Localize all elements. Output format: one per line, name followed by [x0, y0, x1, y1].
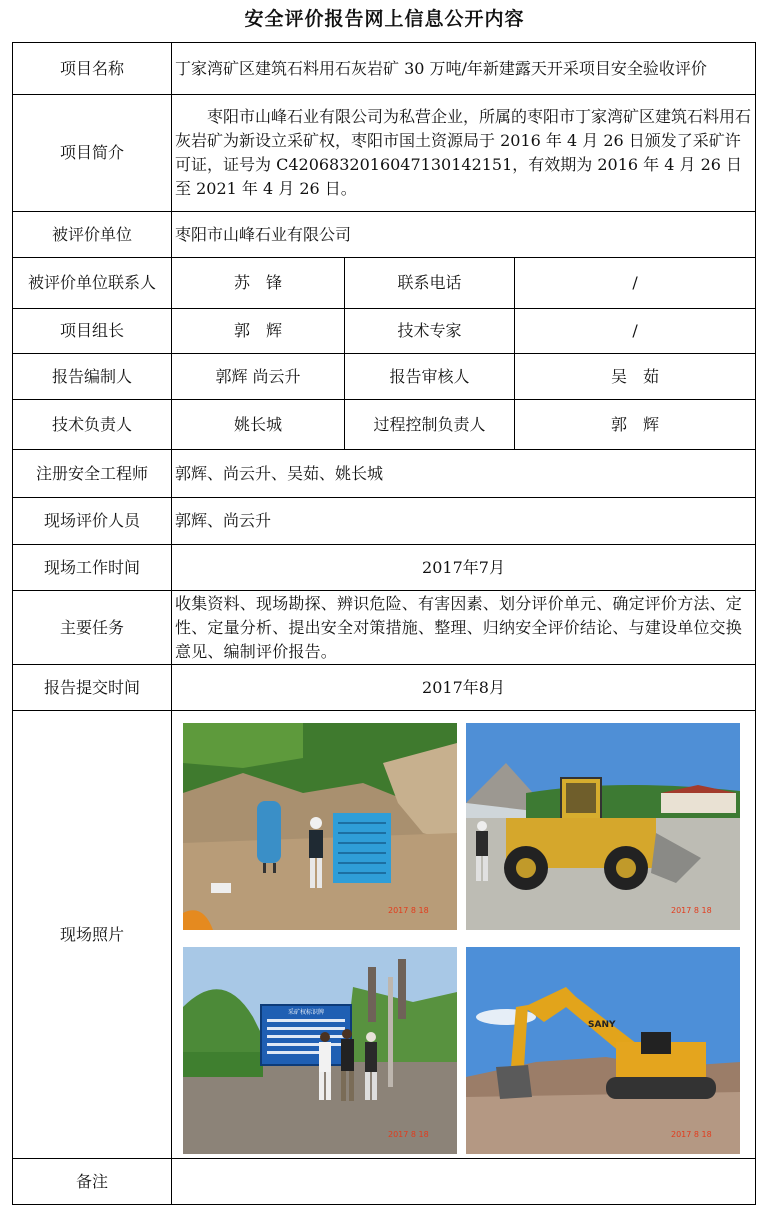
- process-control-value: 郭 辉: [515, 400, 756, 450]
- project-intro-label: 项目简介: [13, 95, 172, 212]
- row-photos: [13, 711, 756, 1159]
- photo3-timestamp: 2017 8 18: [388, 1129, 429, 1139]
- submit-time-value: 2017年8月: [172, 665, 756, 711]
- svg-text:SANY: SANY: [588, 1019, 616, 1030]
- row-onsite-time: [13, 545, 756, 591]
- row-submit-time: [13, 665, 756, 711]
- onsite-time-label: 现场工作时间: [13, 545, 172, 591]
- notes-value: [172, 1159, 756, 1205]
- row-project-intro: [13, 95, 756, 212]
- leader-value: 郭 辉: [172, 309, 345, 354]
- phone-value: /: [515, 258, 756, 309]
- sign-board-title: 采矿权标识牌: [287, 1008, 325, 1016]
- row-evaluated-unit: [13, 212, 756, 258]
- photo2-timestamp: 2017 8 18: [671, 905, 712, 915]
- compressor-photo-image: [183, 723, 457, 930]
- row-compiler: [13, 354, 756, 400]
- info-table: [12, 42, 756, 1205]
- excavator-photo-image: [466, 947, 740, 1154]
- row-project-name: [13, 43, 756, 95]
- submit-time-label: 报告提交时间: [13, 665, 172, 711]
- tech-lead-value: 姚长城: [172, 400, 345, 450]
- row-onsite-staff: [13, 498, 756, 545]
- row-leader: [13, 309, 756, 354]
- photo1-timestamp: 2017 8 18: [388, 905, 429, 915]
- evaluated-unit-label: 被评价单位: [13, 212, 172, 258]
- onsite-staff-value: 郭辉、尚云升: [172, 498, 756, 545]
- page-title: 安全评价报告网上信息公开内容: [244, 8, 525, 30]
- photo-grid: [172, 715, 755, 1155]
- sign-photo-image: [183, 947, 457, 1154]
- compiler-label: 报告编制人: [13, 354, 172, 400]
- project-name-label: 项目名称: [13, 43, 172, 95]
- row-contact: [13, 258, 756, 309]
- loader-photo-image: [466, 723, 740, 930]
- site-photo-sign: [183, 947, 457, 1154]
- photo4-timestamp: 2017 8 18: [671, 1129, 712, 1139]
- project-name-value: 丁家湾矿区建筑石料用石灰岩矿 30 万吨/年新建露天开采项目安全验收评价: [172, 43, 756, 95]
- main-tasks-label: 主要任务: [13, 591, 172, 665]
- site-photo-loader: [466, 723, 740, 930]
- engineers-label: 注册安全工程师: [13, 450, 172, 498]
- project-intro-value: 枣阳市山峰石业有限公司为私营企业，所属的枣阳市丁家湾矿区建筑石料用石灰岩矿为新设立采矿权，枣阳市国土资源局于 2016 年 4 月 26 日颁发了采矿许可证，证号为 C4206832016047130142151，有效期为 2016 年 4 月 26 日至 2021 年 4 月 26 日。: [175, 107, 752, 198]
- engineers-value: 郭辉、尚云升、吴茹、姚长城: [172, 450, 756, 498]
- onsite-staff-label: 现场评价人员: [13, 498, 172, 545]
- row-notes: [13, 1159, 756, 1205]
- notes-label: 备注: [13, 1159, 172, 1205]
- contact-value: 苏 锋: [172, 258, 345, 309]
- row-main-tasks: [13, 591, 756, 665]
- contact-label: 被评价单位联系人: [13, 258, 172, 309]
- tech-lead-label: 技术负责人: [13, 400, 172, 450]
- leader-label: 项目组长: [13, 309, 172, 354]
- row-engineers: [13, 450, 756, 498]
- process-control-label: 过程控制负责人: [345, 400, 515, 450]
- reviewer-label: 报告审核人: [345, 354, 515, 400]
- onsite-time-value: 2017年7月: [172, 545, 756, 591]
- main-tasks-value: 收集资料、现场勘探、辨识危险、有害因素、划分评价单元、确定评价方法、定性、定量分析、提出安全对策措施、整理、归纳安全评价结论、与建设单位交换意见、编制评价报告。: [172, 591, 756, 665]
- photos-label: 现场照片: [13, 711, 172, 1159]
- expert-value: /: [515, 309, 756, 354]
- row-tech-lead: [13, 400, 756, 450]
- reviewer-value: 吴 茹: [515, 354, 756, 400]
- site-photo-compressor: [183, 723, 457, 930]
- expert-label: 技术专家: [345, 309, 515, 354]
- compiler-value: 郭辉 尚云升: [172, 354, 345, 400]
- site-photo-excavator: [466, 947, 740, 1154]
- evaluated-unit-value: 枣阳市山峰石业有限公司: [172, 212, 756, 258]
- phone-label: 联系电话: [345, 258, 515, 309]
